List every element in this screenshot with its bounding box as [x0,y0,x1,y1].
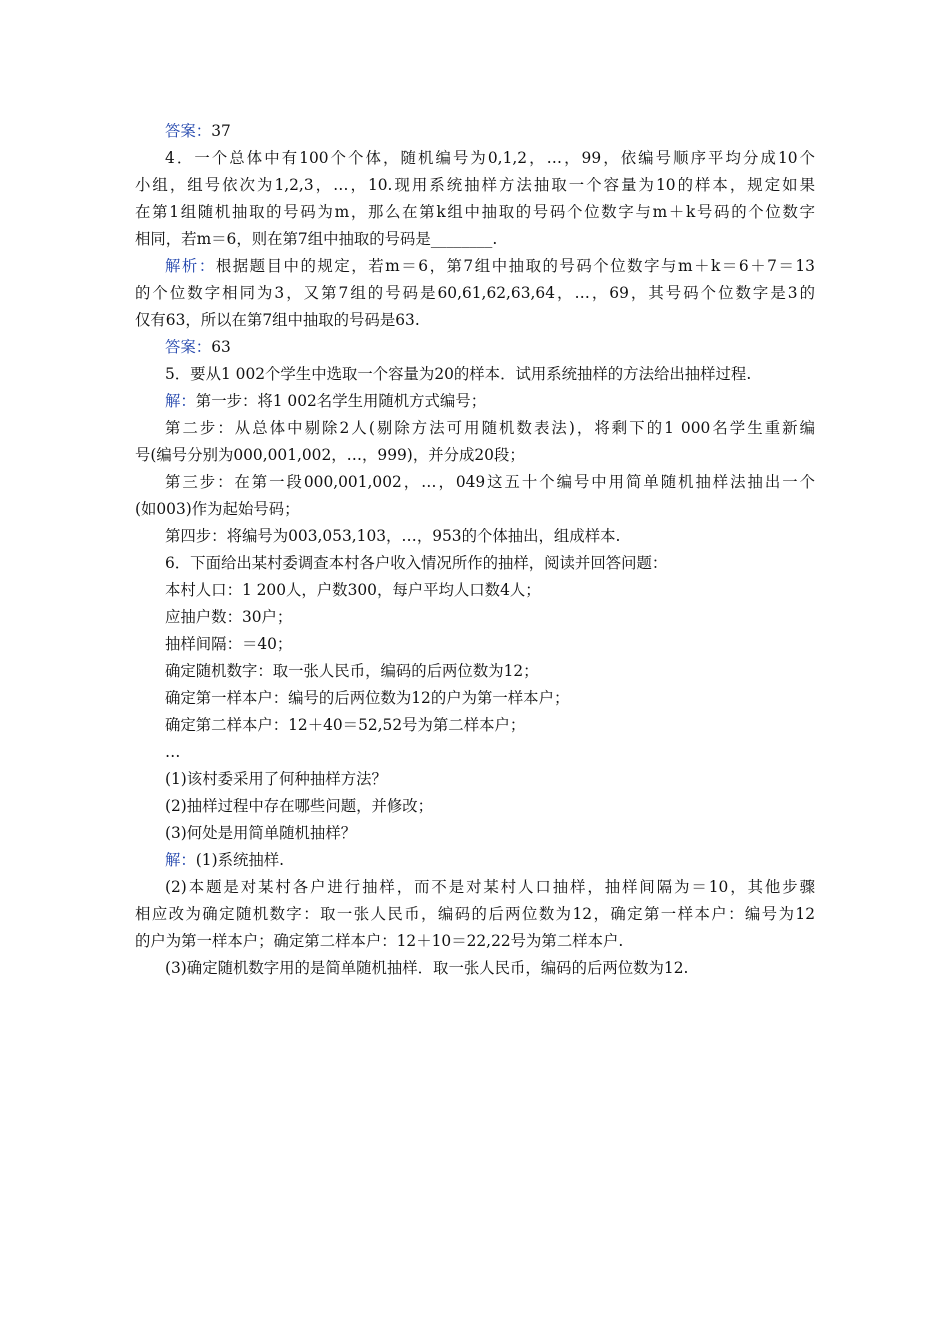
problem-6-population: 本村人口：1 200人，户数300，每户平均人口数4人； [165,581,541,599]
analysis-line-3: 仅有63，所以在第7组中抽取的号码是63. [135,311,420,329]
problem-4-line-2: 小组，组号依次为1,2,3，…，10.现用系统抽样方法抽取一个容量为10的样本，规定如果 [135,176,815,194]
answer-value: 63 [211,338,231,356]
solution-5-step-3-line-1: 第三步：在第一段000,001,002，…，049这五十个编号中用简单随机抽样法抽出一个 [165,473,815,491]
problem-6-second-sample: 确定第二样本户：12＋40＝52,52号为第二样本户； [165,716,526,734]
problem-6-sample-size: 应抽户数：30户； [165,608,293,626]
solution-6-part-3: (3)确定随机数字用的是简单随机抽样．取一张人民币，编码的后两位数为12. [165,959,689,977]
problem-4-line-3: 在第1组随机抽取的号码为m，那么在第k组中抽取的号码个位数字与m＋k号码的个位数字 [135,203,815,221]
solution-5-step-4: 第四步：将编号为003,053,103，…，953的个体抽出，组成样本. [165,527,621,545]
problem-6-ellipsis: … [165,743,181,761]
solution-text: 第一步：将1 002名学生用随机方式编号； [195,392,487,410]
solution-6-part-2-line-2: 相应改为确定随机数字：取一张人民币，编码的后两位数为12，确定第一样本户：编号为12 [135,905,815,923]
solution-5-step-2-line-2: 号(编号分别为000,001,002，…，999)，并分成20段； [135,446,525,464]
answer-value: 37 [211,122,231,140]
analysis-label: 解析： [165,257,216,275]
problem-4-line-4: 相同，若m＝6，则在第7组中抽取的号码是________. [135,230,498,248]
answer-line-63 [135,334,815,361]
problem-6-question-2: (2)抽样过程中存在哪些问题，并修改； [165,797,434,815]
problem-6-intro: 6．下面给出某村委调查本村各户收入情况所作的抽样，阅读并回答问题： [165,554,668,572]
analysis-line-1 [135,253,815,280]
analysis-line-2: 的个位数字相同为3，又第7组的号码是60,61,62,63,64，…，69，其号码个位数字是3的 [135,284,815,302]
answer-label: 答案： [165,122,212,140]
solution-6-part-2-line-1: (2)本题是对某村各户进行抽样，而不是对某村人口抽样，抽样间隔为＝10，其他步骤 [165,878,815,896]
problem-6-first-sample: 确定第一样本户：编号的后两位数为12的户为第一样本户； [165,689,570,707]
answer-label: 答案： [165,338,212,356]
solution-label: 解： [165,851,196,869]
problem-6-interval: 抽样间隔：＝40； [165,635,293,653]
solution-6-part-1 [135,847,815,874]
solution-6-part-2-line-3: 的户为第一样本户；确定第二样本户：12＋10＝22,22号为第二样本户. [135,932,624,950]
answer-line-37 [135,118,815,145]
solution-5-step-2-line-1: 第二步：从总体中剔除2人(剔除方法可用随机数表法)，将剩下的1 000名学生重新编 [165,419,815,437]
solution-5-step-1 [135,388,815,415]
solution-text: (1)系统抽样. [195,851,285,869]
document-page [135,118,815,982]
problem-6-question-1: (1)该村委采用了何种抽样方法？ [165,770,387,788]
solution-5-step-3-line-2: (如003)作为起始号码； [135,500,300,518]
problem-5-line-1: 5．要从1 002个学生中选取一个容量为20的样本．试用系统抽样的方法给出抽样过程. [165,365,752,383]
solution-label: 解： [165,392,196,410]
problem-6-random-number: 确定随机数字：取一张人民币，编码的后两位数为12； [165,662,539,680]
analysis-text: 根据题目中的规定，若m＝6，第7组中抽取的号码个位数字与m＋k＝6＋7＝13 [215,257,815,275]
problem-4-line-1: 4．一个总体中有100个个体，随机编号为0,1,2，…，99，依编号顺序平均分成10个 [165,149,815,167]
problem-6-question-3: (3)何处是用简单随机抽样？ [165,824,357,842]
